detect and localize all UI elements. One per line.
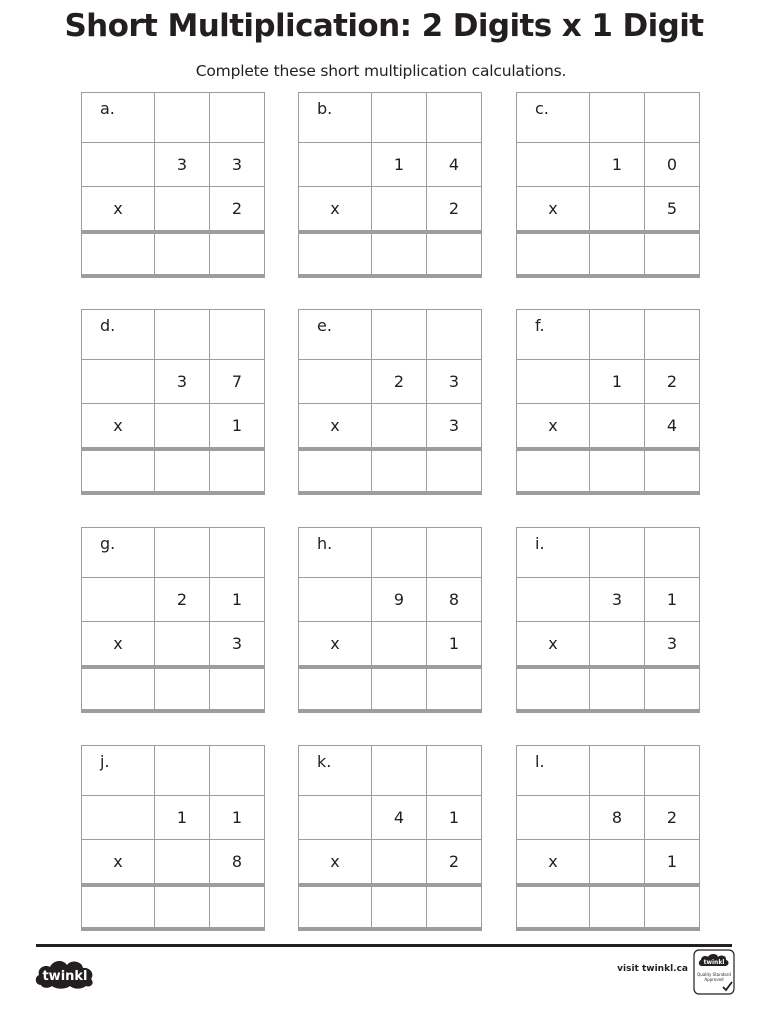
answer-cell[interactable] (427, 232, 482, 276)
ones-digit: 3 (210, 143, 265, 187)
problem-l (516, 745, 680, 922)
footer-divider (36, 944, 732, 947)
empty-cell (372, 528, 427, 578)
empty-cell (590, 187, 645, 233)
multiplier-digit: 3 (210, 622, 265, 668)
multiply-sign: x (517, 840, 590, 886)
multiply-sign: x (517, 622, 590, 668)
empty-cell (645, 310, 700, 360)
answer-cell[interactable] (590, 232, 645, 276)
empty-cell (299, 360, 372, 404)
empty-cell (372, 404, 427, 450)
empty-cell (590, 310, 645, 360)
problem-label: e. (299, 310, 372, 360)
tens-digit: 1 (372, 143, 427, 187)
tens-digit: 3 (590, 578, 645, 622)
cloud-logo-icon[interactable] (33, 955, 97, 991)
empty-cell (517, 578, 590, 622)
quality-badge-icon (693, 949, 735, 995)
empty-cell (645, 93, 700, 143)
multiply-sign: x (299, 622, 372, 668)
ones-digit: 1 (210, 578, 265, 622)
empty-cell (299, 143, 372, 187)
tens-digit: 4 (372, 796, 427, 840)
answer-cell[interactable] (82, 885, 155, 929)
answer-cell[interactable] (299, 667, 372, 711)
answer-cell[interactable] (645, 449, 700, 493)
empty-cell (427, 746, 482, 796)
problem-g (81, 527, 245, 704)
ones-digit: 7 (210, 360, 265, 404)
badge-brand: twinkl (703, 959, 725, 966)
answer-cell[interactable] (517, 232, 590, 276)
ones-digit: 3 (427, 360, 482, 404)
answer-cell[interactable] (590, 449, 645, 493)
problem-e (298, 309, 462, 486)
answer-cell[interactable] (517, 449, 590, 493)
multiplier-digit: 1 (645, 840, 700, 886)
answer-cell[interactable] (155, 232, 210, 276)
empty-cell (155, 840, 210, 886)
answer-cell[interactable] (590, 885, 645, 929)
multiply-sign: x (517, 404, 590, 450)
multiplier-digit: 2 (210, 187, 265, 233)
answer-cell[interactable] (645, 885, 700, 929)
multiplier-digit: 1 (210, 404, 265, 450)
problem-label: g. (82, 528, 155, 578)
ones-digit: 8 (427, 578, 482, 622)
empty-cell (155, 746, 210, 796)
multiply-sign: x (82, 840, 155, 886)
answer-cell[interactable] (590, 667, 645, 711)
problem-c (516, 92, 680, 269)
badge-line-1: Quality Standard (697, 972, 731, 977)
tens-digit: 1 (155, 796, 210, 840)
problem-label: b. (299, 93, 372, 143)
answer-cell[interactable] (645, 232, 700, 276)
multiply-sign: x (82, 187, 155, 233)
answer-cell[interactable] (427, 667, 482, 711)
empty-cell (372, 310, 427, 360)
answer-cell[interactable] (372, 232, 427, 276)
multiplier-digit: 5 (645, 187, 700, 233)
multiply-sign: x (82, 622, 155, 668)
visit-link[interactable]: visit twinkl.ca (617, 964, 688, 974)
multiplier-digit: 8 (210, 840, 265, 886)
multiplier-digit: 3 (427, 404, 482, 450)
answer-cell[interactable] (210, 667, 265, 711)
problem-label: f. (517, 310, 590, 360)
empty-cell (210, 746, 265, 796)
problem-d (81, 309, 245, 486)
empty-cell (517, 143, 590, 187)
empty-cell (82, 578, 155, 622)
problem-label: h. (299, 528, 372, 578)
empty-cell (517, 360, 590, 404)
empty-cell (372, 187, 427, 233)
empty-cell (590, 404, 645, 450)
page-title: Short Multiplication: 2 Digits x 1 Digit (64, 8, 704, 44)
tens-digit: 3 (155, 143, 210, 187)
multiplier-digit: 1 (427, 622, 482, 668)
empty-cell (155, 622, 210, 668)
empty-cell (155, 310, 210, 360)
multiply-sign: x (299, 840, 372, 886)
tens-digit: 8 (590, 796, 645, 840)
answer-cell[interactable] (427, 449, 482, 493)
answer-cell[interactable] (299, 232, 372, 276)
answer-cell[interactable] (155, 449, 210, 493)
problem-h (298, 527, 462, 704)
empty-cell (427, 310, 482, 360)
answer-cell[interactable] (155, 885, 210, 929)
multiply-sign: x (82, 404, 155, 450)
answer-cell[interactable] (372, 449, 427, 493)
answer-cell[interactable] (299, 449, 372, 493)
empty-cell (299, 796, 372, 840)
ones-digit: 0 (645, 143, 700, 187)
empty-cell (82, 796, 155, 840)
answer-cell[interactable] (372, 885, 427, 929)
tens-digit: 1 (590, 143, 645, 187)
logo-wordmark: twinkl (42, 969, 88, 984)
empty-cell (590, 528, 645, 578)
empty-cell (299, 578, 372, 622)
multiply-sign: x (299, 404, 372, 450)
problem-label: d. (82, 310, 155, 360)
problem-k (298, 745, 462, 922)
problem-label: j. (82, 746, 155, 796)
ones-digit: 1 (210, 796, 265, 840)
ones-digit: 2 (645, 796, 700, 840)
answer-cell[interactable] (517, 667, 590, 711)
empty-cell (155, 528, 210, 578)
empty-cell (210, 93, 265, 143)
empty-cell (372, 93, 427, 143)
multiply-sign: x (517, 187, 590, 233)
problem-label: l. (517, 746, 590, 796)
empty-cell (645, 528, 700, 578)
empty-cell (427, 93, 482, 143)
empty-cell (427, 528, 482, 578)
problems-grid (81, 92, 681, 932)
answer-cell[interactable] (645, 667, 700, 711)
empty-cell (82, 360, 155, 404)
empty-cell (210, 528, 265, 578)
empty-cell (645, 746, 700, 796)
empty-cell (372, 622, 427, 668)
empty-cell (590, 622, 645, 668)
empty-cell (210, 310, 265, 360)
empty-cell (82, 143, 155, 187)
tens-digit: 9 (372, 578, 427, 622)
answer-cell[interactable] (82, 449, 155, 493)
answer-cell[interactable] (517, 885, 590, 929)
multiplier-digit: 2 (427, 840, 482, 886)
answer-cell[interactable] (299, 885, 372, 929)
answer-cell[interactable] (155, 667, 210, 711)
instructions: Complete these short multiplication calculations. (195, 62, 567, 80)
tens-digit: 2 (155, 578, 210, 622)
answer-cell[interactable] (210, 232, 265, 276)
multiplier-digit: 4 (645, 404, 700, 450)
ones-digit: 1 (645, 578, 700, 622)
empty-cell (155, 404, 210, 450)
multiply-sign: x (299, 187, 372, 233)
ones-digit: 4 (427, 143, 482, 187)
empty-cell (155, 187, 210, 233)
problem-b (298, 92, 462, 269)
problem-label: a. (82, 93, 155, 143)
problem-i (516, 527, 680, 704)
ones-digit: 2 (645, 360, 700, 404)
empty-cell (590, 746, 645, 796)
empty-cell (155, 93, 210, 143)
problem-f (516, 309, 680, 486)
answer-cell[interactable] (82, 232, 155, 276)
multiplier-digit: 3 (645, 622, 700, 668)
answer-cell[interactable] (210, 885, 265, 929)
empty-cell (590, 93, 645, 143)
badge-line-2: Approved (704, 977, 724, 982)
empty-cell (372, 840, 427, 886)
empty-cell (517, 796, 590, 840)
empty-cell (372, 746, 427, 796)
answer-cell[interactable] (82, 667, 155, 711)
tens-digit: 1 (590, 360, 645, 404)
problem-a (81, 92, 245, 269)
empty-cell (590, 840, 645, 886)
answer-cell[interactable] (427, 885, 482, 929)
problem-label: c. (517, 93, 590, 143)
multiplier-digit: 2 (427, 187, 482, 233)
problem-label: i. (517, 528, 590, 578)
tens-digit: 2 (372, 360, 427, 404)
problem-label: k. (299, 746, 372, 796)
answer-cell[interactable] (210, 449, 265, 493)
answer-cell[interactable] (372, 667, 427, 711)
tens-digit: 3 (155, 360, 210, 404)
problem-j (81, 745, 245, 922)
ones-digit: 1 (427, 796, 482, 840)
